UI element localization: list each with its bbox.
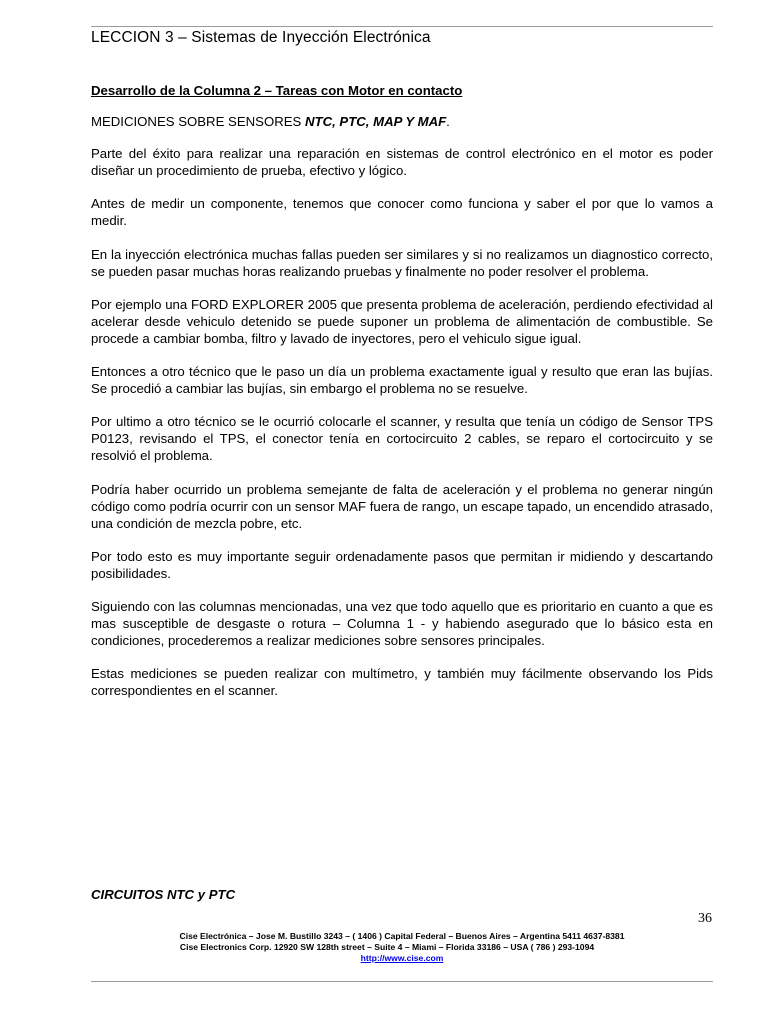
website-link[interactable]: http://www.cise.com xyxy=(360,953,444,963)
footer xyxy=(91,931,713,964)
paragraph: Antes de medir un componente, tenemos que conocer como funciona y saber el por que lo vamos a medir. xyxy=(91,196,713,229)
footer-address-argentina: Cise Electrónica – Jose M. Bustillo 3243 – ( 1406 ) Capital Federal – Buenos Aires – Argentina 5411 4637-8381 xyxy=(179,931,625,941)
paragraph: Por ultimo a otro técnico se le ocurrió colocarle el scanner, y resulta que tenía un código de Sensor TPS P0123, revisando el TPS, el conector tenía en cortocircuito 2 cables, se reparo el cortocircuito y se resolvió el problema. xyxy=(91,414,713,464)
paragraph: Estas mediciones se pueden realizar con multímetro, y también muy fácilmente observando los Pids correspondientes en el scanner. xyxy=(91,666,713,699)
paragraph: Podría haber ocurrido un problema semejante de falta de aceleración y el problema no generar ningún código como podría ocurrir con un sensor MAF fuera de rango, un escape tapado, un encendido atrasado, una condición de mezcla pobre, etc. xyxy=(91,481,713,531)
page-body xyxy=(91,82,713,717)
measurements-heading xyxy=(91,113,713,130)
paragraph: Siguiendo con las columnas mencionadas, una vez que todo aquello que es prioritario en cuanto a que es mas susceptible de desgaste o rotura – Columna 1 - y habiendo asegurado que lo básico esta en condiciones, procederemos a realizar mediciones sobre sensores principales. xyxy=(91,599,713,649)
section-subtitle: Desarrollo de la Columna 2 – Tareas con Motor en contacto xyxy=(91,83,463,98)
footer-rule xyxy=(91,981,713,982)
paragraph: Por todo esto es muy importante seguir ordenadamente pasos que permitan ir midiendo y descartando posibilidades. xyxy=(91,548,713,581)
paragraph: Por ejemplo una FORD EXPLORER 2005 que presenta problema de aceleración, perdiendo efectividad al acelerar desde vehiculo detenido se puede suponer un problema de alimentación de combustible. Se procede a cambiar bomba, filtro y lavado de inyectores, pero el vehiculo sigue igual. xyxy=(91,296,713,346)
lead-suffix: . xyxy=(446,114,450,129)
lesson-title: LECCION 3 – Sistemas de Inyección Electrónica xyxy=(91,29,431,46)
footer-address-usa: Cise Electronics Corp. 12920 SW 128th street – Suite 4 – Miami – Florida 33186 – USA ( 786 ) 293-1094 xyxy=(179,942,595,952)
page-number: 36 xyxy=(698,911,712,926)
lead-prefix: MEDICIONES SOBRE SENSORES xyxy=(91,114,305,129)
paragraph: En la inyección electrónica muchas fallas pueden ser similares y si no realizamos un diagnostico correcto, se pueden pasar muchas horas realizando pruebas y finalmente no poder resolver el problema. xyxy=(91,246,713,279)
section-heading-ntc-ptc: CIRCUITOS NTC y PTC xyxy=(91,887,236,902)
header-rule xyxy=(91,26,713,27)
paragraph: Entonces a otro técnico que le paso un día un problema exactamente igual y resulto que eran las bujías. Se procedió a cambiar las bujías, sin embargo el problema no se resuelve. xyxy=(91,364,713,397)
lead-sensors: NTC, PTC, MAP Y MAF xyxy=(304,114,447,129)
paragraph: Parte del éxito para realizar una reparación en sistemas de control electrónico en el motor es poder diseñar un procedimiento de prueba, efectivo y lógico. xyxy=(91,146,713,178)
